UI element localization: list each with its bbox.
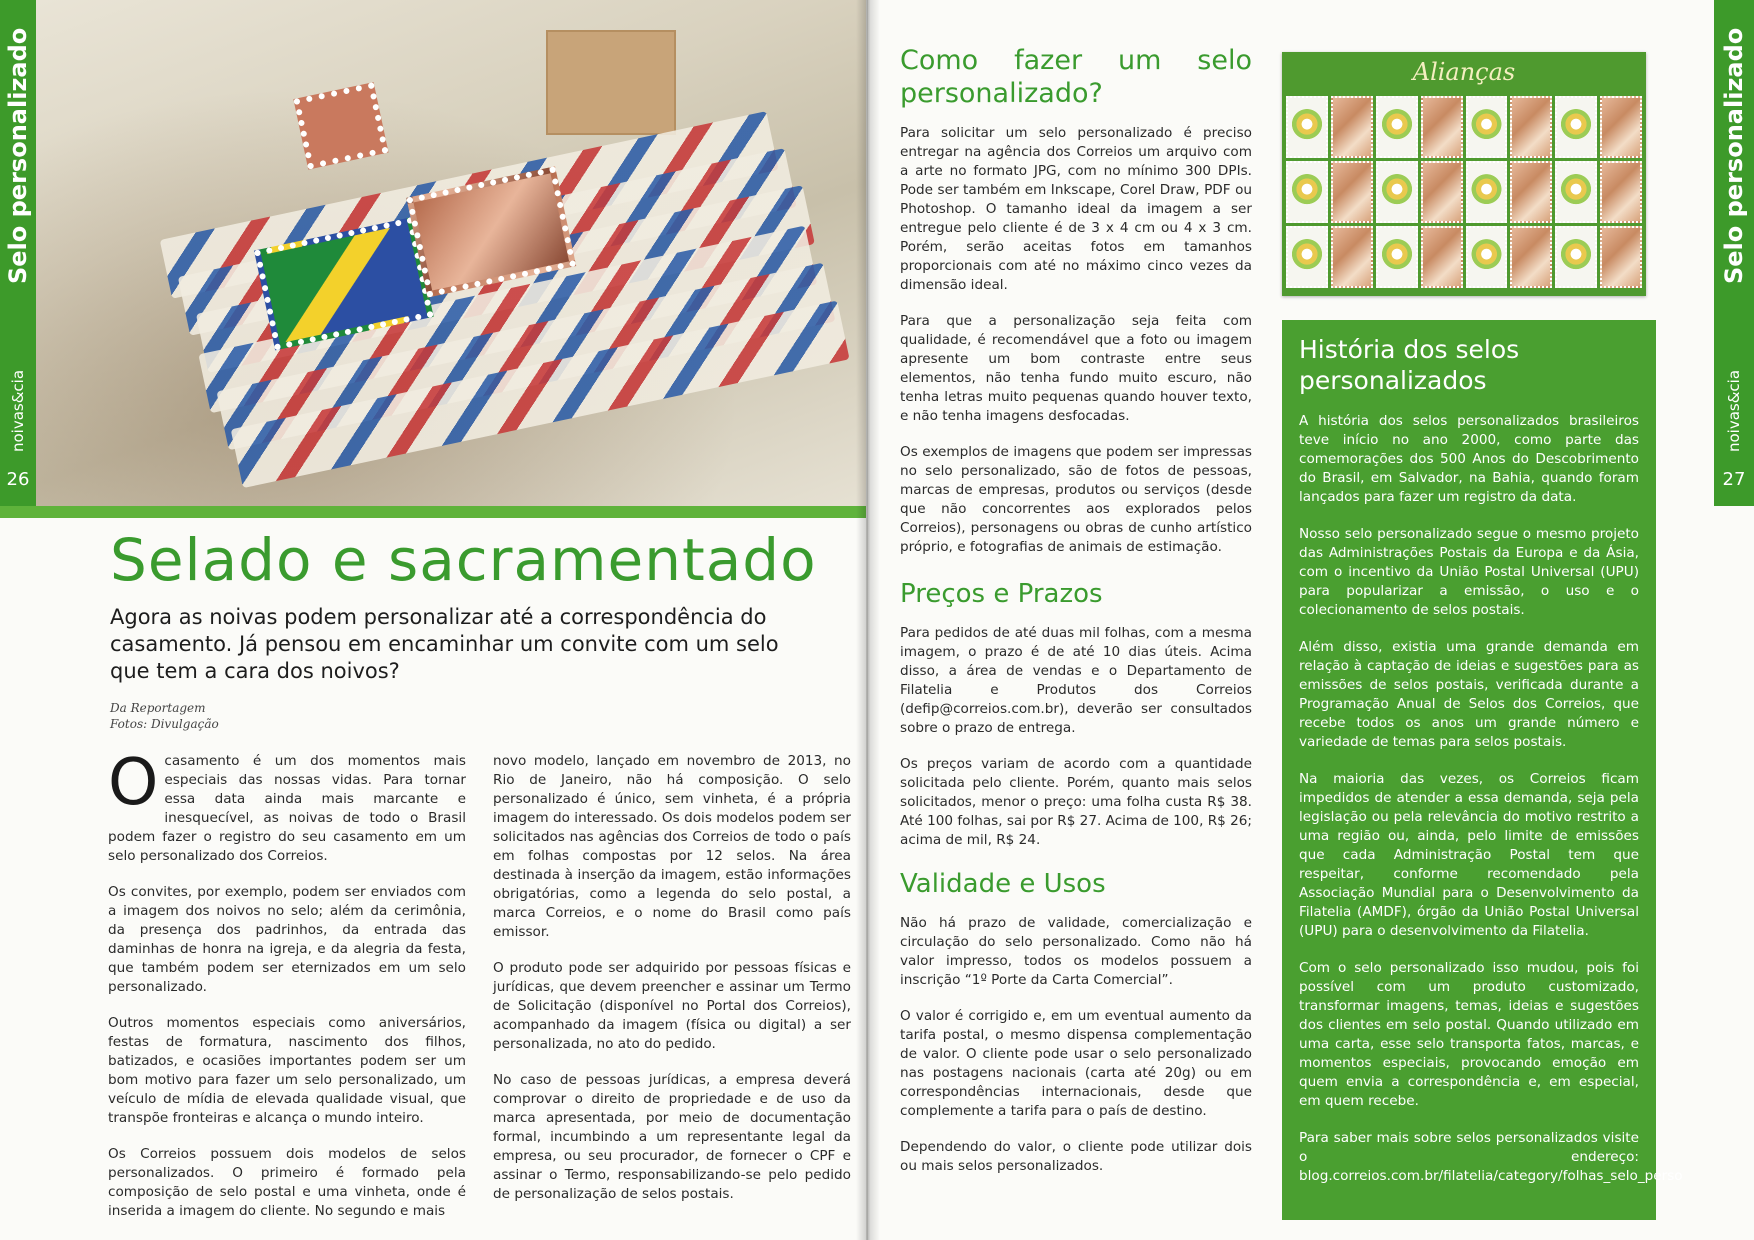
paragraph: Os Correios possuem dois modelos de selos personalizados. O primeiro é formado pela composição de selo postal e uma vinheta, onde é inserida a imagem do cliente. No segundo e mais [108, 1146, 466, 1219]
credit-fotos: Fotos: Divulgação [110, 717, 219, 731]
paragraph: Com o selo personalizado isso mudou, pois foi possível com um produto customizado, transformar imagens, temas, ideias e sugestões dos clientes em selo postal. Quando utilizado em uma carta, esse selo transporta fatos, marcas, e momentos especiais, provocando emoção em quem envia a correspondência e, em especial, em quem recebe. [1299, 960, 1639, 1109]
stamp-couple-photo [1600, 96, 1642, 158]
history-body [1299, 412, 1683, 1204]
stamp-couple-photo [1421, 226, 1463, 288]
page-left [0, 0, 866, 1240]
stamp-rings [1555, 96, 1597, 158]
section-tab-title: Selo personalizado [4, 27, 32, 284]
how-to-section [900, 44, 1252, 574]
validity-heading: Validade e Usos [900, 869, 1106, 899]
envelope-stack [160, 107, 853, 553]
paragraph: Para pedidos de até duas mil folhas, com a mesma imagem, o prazo é de até 10 dias úteis. Acima disso, a área de vendas e o Departamento de Filatelia e Produtos dos Correios (defip@correios.com.br), deverão ser consultados sobre o prazo de entrega. [900, 625, 1252, 736]
magazine-brand: noivas&cia [1725, 369, 1743, 452]
stamp-red [293, 82, 388, 169]
paragraph: A história dos selos personalizados brasileiros teve início no ano 2000, como parte das comemorações dos 500 Anos do Descobrimento do Brasil, em Salvador, na Bahia, quando foram lançados para fazer um registro da data. [1299, 413, 1639, 505]
stamp-couple-photo [1510, 96, 1552, 158]
paragraph: Para solicitar um selo personalizado é preciso entregar na agência dos Correios um arquivo com a arte no formato JPG, com no mínimo 300 DPIs. Pode ser também em Inkscape, Corel Draw, PDF ou Photoshop. O tamanho ideal da imagem a ser entregue pelo cliente é de 3 x 4 cm ou 4 x 3 cm. Porém, serão aceitas fotos em tamanhos proporcionais com até no máximo cinco vezes da dimensão ideal. [900, 125, 1252, 293]
paragraph: Ocasamento é um dos momentos mais especiais das nossas vidas. Para tornar essa data ainda mais marcante e inesquecível, as noivas de todo o Brasil podem fazer o registro do seu casamento em um selo personalizado dos Correios. [108, 746, 466, 864]
standfirst: Agora as noivas podem personalizar até a correspondência do casamento. Já pensou em encaminhar um convite com um selo que tem a cara dos noivos? [110, 605, 779, 683]
paragraph: Não há prazo de validade, comercialização e circulação do selo personalizado. Como não há valor impresso, todos os modelos possuem a inscrição “1º Porte da Carta Comercial”. [900, 915, 1252, 988]
stamp-rings [1286, 96, 1328, 158]
stamp-couple-photo [1421, 96, 1463, 158]
how-to-heading: Como fazer um selo personalizado? [900, 45, 1252, 109]
stamp-couple-photo [1331, 96, 1373, 158]
paragraph: No caso de pessoas jurídicas, a empresa deverá comprovar o direito de propriedade e de uso da marca apresentada, por meio de documentação formal, incumbindo a um representante legal da empresa, ou seu procurador, de fornecer o CPF e assinar o Termo, responsabilizando-se pelo pedido de personalização de selos postais. [493, 1072, 851, 1202]
paragraph: Dependendo do valor, o cliente pode utilizar dois ou mais selos personalizados. [900, 1139, 1252, 1174]
paragraph: Outros momentos especiais como aniversários, festas de formatura, nascimento dos filhos, batizados, e ocasiões importantes podem ser um bom motivo para fazer um selo personalizado, um veículo de mídia de elevada qualidade visual, que transpõe fronteiras e alcança o mundo inteiro. [108, 1015, 466, 1126]
wooden-stamp-block [546, 30, 676, 135]
section-tab-title: Selo personalizado [1720, 27, 1748, 284]
paragraph: Na maioria das vezes, os Correios ficam impedidos de atender a essa demanda, seja pela legislação ou pela relevância do motivo restrito a uma região ou, ainda, pelo limite de emissões que cada Administração Postal tem que respeitar, conforme recomendado pela Associação Mundial para o Desenvolvimento da Filatelia (AMDF), órgão da União Postal Universal (UPU) para o desenvolvimento da Filatelia. [1299, 771, 1639, 939]
stamp-sheet-aliancas [1282, 52, 1646, 296]
paragraph: Os convites, por exemplo, podem ser enviados com a imagem dos noivos no selo; além da cerimônia, da presença dos padrinhos, da entrada das daminhas de honra na igreja, e da alegria da festa, que também podem ser eternizados em um selo personalizado. [108, 884, 466, 995]
paragraph: Para saber mais sobre selos personalizados visite o endereço: blog.correios.com.br/filatelia/category/folhas_selo_perso [1299, 1130, 1683, 1184]
section-tab-left [0, 0, 36, 506]
prices-section [900, 578, 1252, 867]
hero-photo-envelopes [36, 0, 866, 506]
hero-underline-bar [0, 506, 866, 518]
paragraph: Para que a personalização seja feita com qualidade, é recomendável que a foto ou imagem apresente um bom contraste entre seus elementos, não tenha fundo muito escuro, não tenha letras muito pequenas quando houver texto, e não tenha imagens desfocadas. [900, 313, 1252, 424]
history-heading: História dos selos personalizados [1299, 335, 1520, 395]
paragraph: Nosso selo personalizado segue o mesmo projeto das Administrações Postais da Europa e da Ásia, com o incentivo da União Postal Universal (UPU) para popularizar a emissão, o uso e o colecionamento de selos postais. [1299, 526, 1639, 618]
article-column-2 [493, 752, 851, 1221]
spine-gutter [856, 0, 880, 1240]
stamp-couple-photo [1600, 226, 1642, 288]
stamp-rings [1376, 226, 1418, 288]
stamp-rings [1466, 161, 1508, 223]
stamp-rings [1286, 226, 1328, 288]
stamp-rings [1466, 96, 1508, 158]
article-column-1 [108, 746, 466, 1238]
credits [110, 700, 219, 732]
page-right [868, 0, 1754, 1240]
stamp-couple-photo [1331, 161, 1373, 223]
paragraph: Além disso, existia uma grande demanda em relação à captação de ideias e sugestões para as emissões de selos postais, verificada durante a Programação Anual de Selos dos Correios, que recebe todos os anos um grande número e variedade de temas para selos postais. [1299, 639, 1639, 750]
page-number: 26 [6, 469, 30, 490]
stamp-rings [1286, 161, 1328, 223]
stamp-couple-photo [1510, 226, 1552, 288]
stamp-grid [1286, 96, 1642, 288]
stamp-sheet-title: Alianças [1412, 58, 1516, 86]
stamp-rings [1376, 96, 1418, 158]
stamp-couple-photo [1331, 226, 1373, 288]
paragraph: O valor é corrigido e, em um eventual aumento da tarifa postal, o mesmo dispensa complementação de valor. O cliente pode usar o selo personalizado nas postagens nacionais (carta até 20g) ou em correspondências internacionais, desde que complemente a tarifa para o país de destino. [900, 1008, 1252, 1119]
stamp-couple-photo [1600, 161, 1642, 223]
page-number: 27 [1722, 469, 1746, 490]
stamp-rings [1555, 161, 1597, 223]
paragraph: novo modelo, lançado em novembro de 2013, no Rio de Janeiro, não há composição. O selo personalizado é único, sem vinheta, é a própria imagem do interessado. Os dois modelos podem ser solicitados nas agências dos Correios de todo o país em folhas compostas por 12 selos. Na área destinada à inserção da imagem, estão informações obrigatórias, como a legenda do selo postal, a marca Correios, e o nome do Brasil como país emissor. [493, 753, 851, 940]
stamp-couple-photo [1510, 161, 1552, 223]
history-box [1282, 320, 1683, 1220]
paragraph: Os preços variam de acordo com a quantidade solicitada pelo cliente. Porém, quanto mais selos solicitados, menor o preço: uma folha custa R$ 38. Até 100 folhas, sai por R$ 27. Acima de 100, R$ 26; acima de mil, R$ 24. [900, 756, 1253, 848]
section-tab-right [1714, 0, 1754, 506]
credit-reportagem: Da Reportagem [110, 701, 206, 715]
magazine-brand: noivas&cia [9, 369, 27, 452]
stamp-rings [1466, 226, 1508, 288]
stamp-rings [1376, 161, 1418, 223]
headline: Selado e sacramentado [110, 526, 817, 594]
paragraph: Os exemplos de imagens que podem ser impressas no selo personalizado, são de fotos de pessoas, marcas de empresas, produtos ou serviços (desde que não concorrentes aos explorados pelos Correios), personagens ou obras de cunho artístico próprio, e fotografias de animais de estimação. [900, 444, 1252, 555]
validity-section [900, 868, 1252, 1193]
paragraph: O produto pode ser adquirido por pessoas físicas e jurídicas, que devem preencher e assinar um Termo de Solicitação (disponível no Portal dos Correios), acompanhado da imagem (física ou digital) a ser personalizada, no ato do pedido. [493, 960, 851, 1052]
prices-heading: Preços e Prazos [900, 579, 1103, 609]
stamp-rings [1555, 226, 1597, 288]
drop-cap: O [108, 746, 159, 820]
stamp-couple-photo [1421, 161, 1463, 223]
